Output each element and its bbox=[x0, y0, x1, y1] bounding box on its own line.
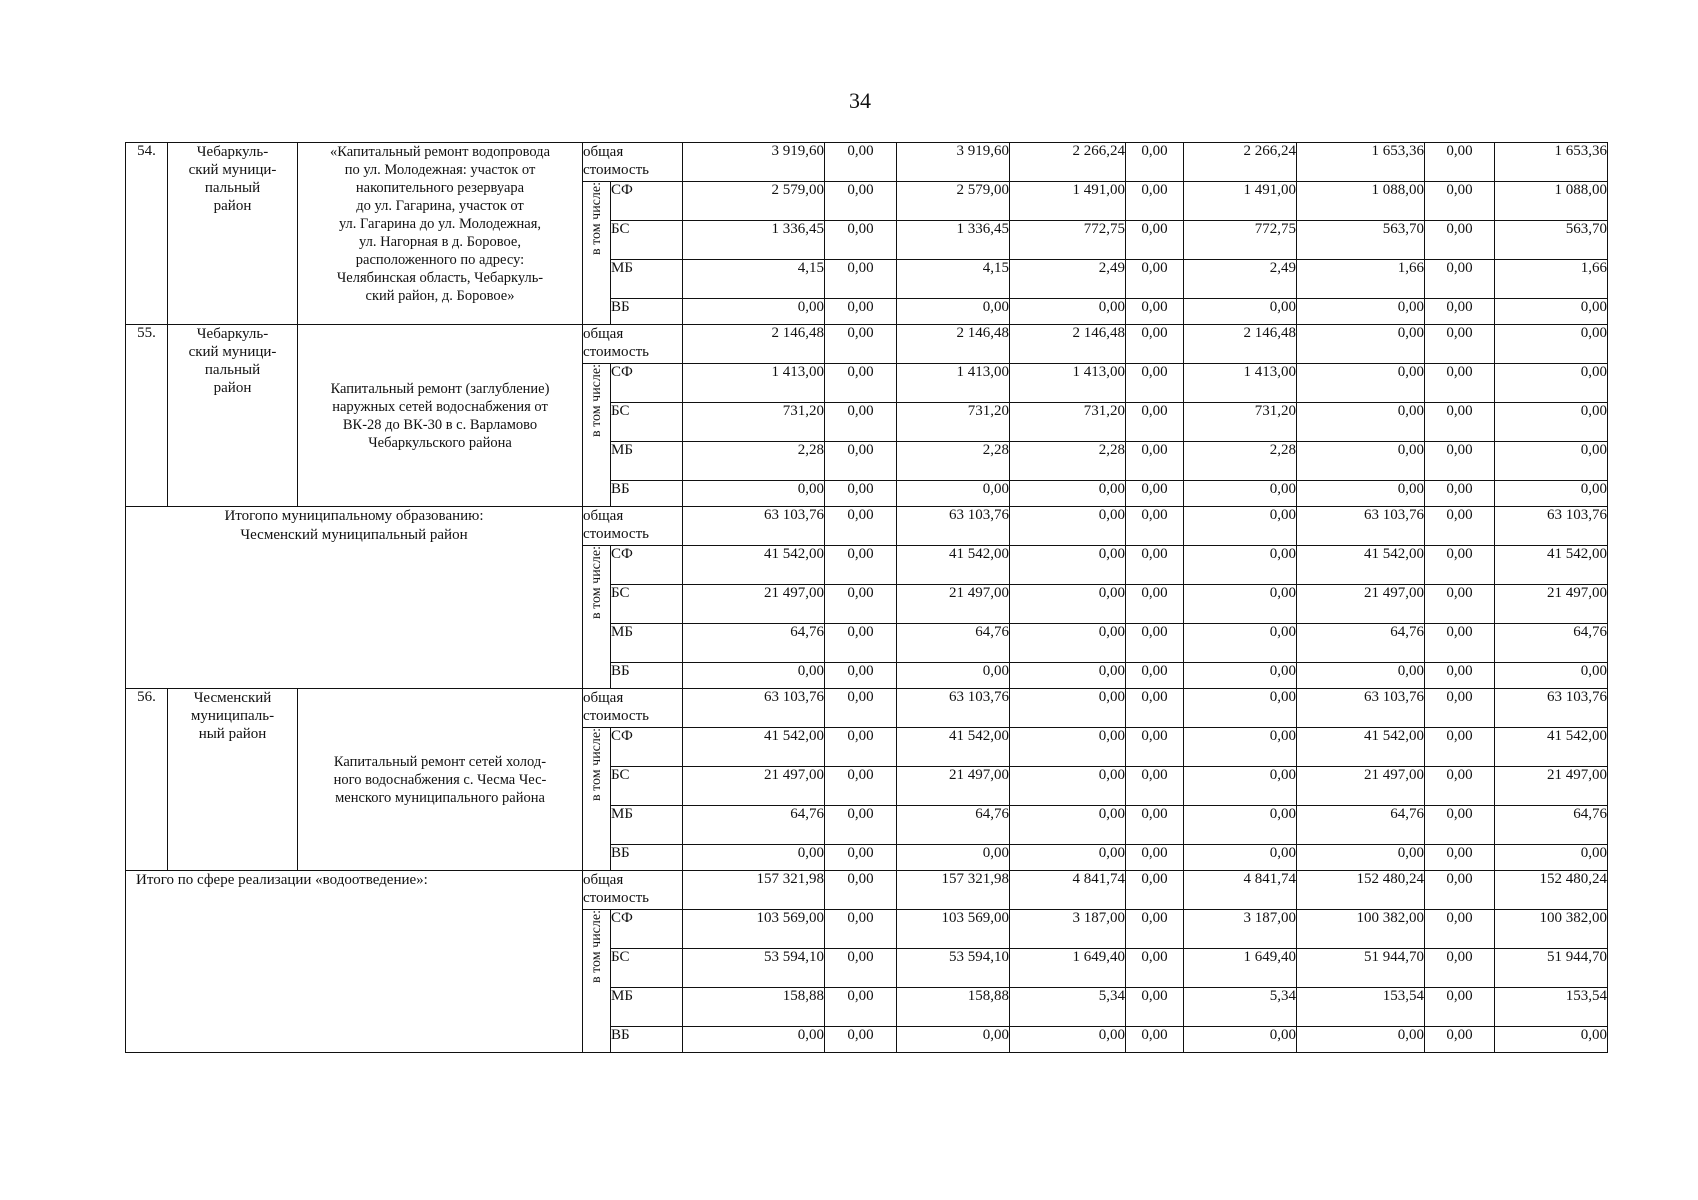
total-cost-label: общая стоимость bbox=[583, 325, 683, 364]
funding-source-label: ВБ bbox=[611, 299, 683, 325]
value-cell: 41 542,00 bbox=[1297, 728, 1425, 767]
value-cell: 21 497,00 bbox=[683, 767, 825, 806]
value-cell: 0,00 bbox=[1126, 325, 1184, 364]
value-cell: 3 919,60 bbox=[683, 143, 825, 182]
value-cell: 0,00 bbox=[1425, 871, 1495, 910]
total-cost-label: общая стоимость bbox=[583, 689, 683, 728]
value-cell: 0,00 bbox=[825, 585, 897, 624]
value-cell: 0,00 bbox=[1425, 1027, 1495, 1053]
in-that-number-label bbox=[583, 546, 611, 689]
in-that-number-text: в том числе: bbox=[588, 364, 604, 437]
value-cell: 153,54 bbox=[1495, 988, 1608, 1027]
value-cell: 563,70 bbox=[1297, 221, 1425, 260]
page-number: 34 bbox=[849, 88, 871, 113]
value-cell: 731,20 bbox=[1184, 403, 1297, 442]
funding-source-label: МБ bbox=[611, 260, 683, 299]
value-cell: 0,00 bbox=[1126, 182, 1184, 221]
value-cell: 0,00 bbox=[897, 845, 1010, 871]
value-cell: 63 103,76 bbox=[897, 689, 1010, 728]
value-cell: 63 103,76 bbox=[1297, 507, 1425, 546]
value-cell: 63 103,76 bbox=[1297, 689, 1425, 728]
value-cell: 41 542,00 bbox=[897, 546, 1010, 585]
value-cell: 0,00 bbox=[1425, 624, 1495, 663]
funding-source-label: МБ bbox=[611, 442, 683, 481]
value-cell: 21 497,00 bbox=[897, 767, 1010, 806]
value-cell: 158,88 bbox=[897, 988, 1010, 1027]
value-cell: 1 491,00 bbox=[1184, 182, 1297, 221]
value-cell: 0,00 bbox=[1425, 689, 1495, 728]
value-cell: 64,76 bbox=[1297, 624, 1425, 663]
value-cell: 731,20 bbox=[1010, 403, 1126, 442]
funding-source-label: БС bbox=[611, 949, 683, 988]
project-name: Капитальный ремонт (заглубление) наружных сетей водоснабжения от ВК-28 до ВК-30 в с. Варламово Чебаркульского района bbox=[298, 325, 583, 507]
value-cell: 0,00 bbox=[683, 299, 825, 325]
value-cell: 0,00 bbox=[1425, 442, 1495, 481]
region-name: Чебаркуль- ский муници- пальный район bbox=[168, 143, 298, 325]
value-cell: 0,00 bbox=[1010, 507, 1126, 546]
value-cell: 0,00 bbox=[1126, 767, 1184, 806]
value-cell: 64,76 bbox=[1297, 806, 1425, 845]
value-cell: 0,00 bbox=[1297, 364, 1425, 403]
funding-source-label: СФ bbox=[611, 910, 683, 949]
value-cell: 0,00 bbox=[1495, 663, 1608, 689]
value-cell: 152 480,24 bbox=[1495, 871, 1608, 910]
value-cell: 0,00 bbox=[825, 871, 897, 910]
value-cell: 0,00 bbox=[1010, 585, 1126, 624]
value-cell: 0,00 bbox=[1495, 403, 1608, 442]
value-cell: 0,00 bbox=[1010, 845, 1126, 871]
value-cell: 0,00 bbox=[897, 299, 1010, 325]
value-cell: 0,00 bbox=[1495, 364, 1608, 403]
value-cell: 2,49 bbox=[1010, 260, 1126, 299]
value-cell: 1 649,40 bbox=[1184, 949, 1297, 988]
value-cell: 2 146,48 bbox=[1010, 325, 1126, 364]
value-cell: 0,00 bbox=[1425, 481, 1495, 507]
value-cell: 63 103,76 bbox=[897, 507, 1010, 546]
value-cell: 4 841,74 bbox=[1010, 871, 1126, 910]
value-cell: 0,00 bbox=[825, 1027, 897, 1053]
value-cell: 0,00 bbox=[1126, 507, 1184, 546]
value-cell: 0,00 bbox=[825, 845, 897, 871]
value-cell: 2,28 bbox=[1184, 442, 1297, 481]
funding-source-label: СФ bbox=[611, 546, 683, 585]
value-cell: 41 542,00 bbox=[897, 728, 1010, 767]
value-cell: 0,00 bbox=[825, 988, 897, 1027]
in-that-number-label bbox=[583, 910, 611, 1053]
value-cell: 0,00 bbox=[825, 728, 897, 767]
value-cell: 21 497,00 bbox=[683, 585, 825, 624]
value-cell: 1 413,00 bbox=[1184, 364, 1297, 403]
value-cell: 63 103,76 bbox=[683, 507, 825, 546]
value-cell: 0,00 bbox=[825, 299, 897, 325]
value-cell: 0,00 bbox=[1297, 481, 1425, 507]
value-cell: 0,00 bbox=[825, 364, 897, 403]
budget-table bbox=[125, 142, 1608, 1053]
subtotal-title: Итогопо муниципальному образованию: Чесменский муниципальный район bbox=[126, 507, 583, 689]
value-cell: 21 497,00 bbox=[1495, 585, 1608, 624]
value-cell: 53 594,10 bbox=[897, 949, 1010, 988]
value-cell: 563,70 bbox=[1495, 221, 1608, 260]
value-cell: 41 542,00 bbox=[683, 728, 825, 767]
value-cell: 0,00 bbox=[825, 481, 897, 507]
value-cell: 0,00 bbox=[1126, 546, 1184, 585]
value-cell: 0,00 bbox=[1126, 260, 1184, 299]
value-cell: 103 569,00 bbox=[897, 910, 1010, 949]
value-cell: 0,00 bbox=[1184, 728, 1297, 767]
value-cell: 0,00 bbox=[1297, 403, 1425, 442]
region-name: Чесменский муниципаль- ный район bbox=[168, 689, 298, 871]
table-row-total bbox=[126, 871, 1608, 910]
value-cell: 0,00 bbox=[1297, 442, 1425, 481]
region-name: Чебаркуль- ский муници- пальный район bbox=[168, 325, 298, 507]
value-cell: 0,00 bbox=[1425, 728, 1495, 767]
value-cell: 0,00 bbox=[1425, 949, 1495, 988]
value-cell: 0,00 bbox=[1425, 364, 1495, 403]
value-cell: 731,20 bbox=[897, 403, 1010, 442]
value-cell: 0,00 bbox=[1184, 689, 1297, 728]
value-cell: 1 336,45 bbox=[897, 221, 1010, 260]
value-cell: 100 382,00 bbox=[1495, 910, 1608, 949]
total-cost-label: общая стоимость bbox=[583, 871, 683, 910]
total-cost-label: общая стоимость bbox=[583, 143, 683, 182]
value-cell: 4,15 bbox=[683, 260, 825, 299]
funding-source-label: ВБ bbox=[611, 845, 683, 871]
value-cell: 0,00 bbox=[1425, 143, 1495, 182]
value-cell: 100 382,00 bbox=[1297, 910, 1425, 949]
value-cell: 0,00 bbox=[825, 143, 897, 182]
value-cell: 2 579,00 bbox=[683, 182, 825, 221]
funding-source-label: МБ bbox=[611, 988, 683, 1027]
value-cell: 1 491,00 bbox=[1010, 182, 1126, 221]
value-cell: 3 187,00 bbox=[1184, 910, 1297, 949]
value-cell: 64,76 bbox=[897, 624, 1010, 663]
funding-source-label: БС bbox=[611, 585, 683, 624]
value-cell: 1,66 bbox=[1495, 260, 1608, 299]
value-cell: 0,00 bbox=[1425, 585, 1495, 624]
value-cell: 0,00 bbox=[1010, 1027, 1126, 1053]
value-cell: 41 542,00 bbox=[1495, 728, 1608, 767]
subtotal-title: Итого по сфере реализации «водоотведение»: bbox=[126, 871, 583, 1053]
funding-source-label: БС bbox=[611, 221, 683, 260]
value-cell: 51 944,70 bbox=[1495, 949, 1608, 988]
value-cell: 0,00 bbox=[1010, 481, 1126, 507]
value-cell: 0,00 bbox=[683, 845, 825, 871]
value-cell: 0,00 bbox=[1425, 663, 1495, 689]
value-cell: 0,00 bbox=[1425, 845, 1495, 871]
value-cell: 0,00 bbox=[1425, 260, 1495, 299]
value-cell: 0,00 bbox=[1495, 1027, 1608, 1053]
value-cell: 0,00 bbox=[1010, 624, 1126, 663]
value-cell: 157 321,98 bbox=[897, 871, 1010, 910]
value-cell: 0,00 bbox=[1126, 624, 1184, 663]
funding-source-label: БС bbox=[611, 767, 683, 806]
value-cell: 63 103,76 bbox=[683, 689, 825, 728]
value-cell: 0,00 bbox=[825, 949, 897, 988]
value-cell: 0,00 bbox=[897, 663, 1010, 689]
value-cell: 63 103,76 bbox=[1495, 689, 1608, 728]
value-cell: 2 266,24 bbox=[1184, 143, 1297, 182]
value-cell: 0,00 bbox=[1126, 689, 1184, 728]
value-cell: 0,00 bbox=[1184, 481, 1297, 507]
value-cell: 0,00 bbox=[1297, 1027, 1425, 1053]
value-cell: 0,00 bbox=[1425, 988, 1495, 1027]
value-cell: 0,00 bbox=[1126, 299, 1184, 325]
total-cost-label: общая стоимость bbox=[583, 507, 683, 546]
value-cell: 0,00 bbox=[825, 507, 897, 546]
value-cell: 158,88 bbox=[683, 988, 825, 1027]
value-cell: 0,00 bbox=[1297, 663, 1425, 689]
value-cell: 0,00 bbox=[1126, 1027, 1184, 1053]
value-cell: 0,00 bbox=[825, 182, 897, 221]
value-cell: 0,00 bbox=[1126, 221, 1184, 260]
value-cell: 64,76 bbox=[683, 806, 825, 845]
row-number: 56. bbox=[126, 689, 168, 871]
value-cell: 0,00 bbox=[825, 910, 897, 949]
value-cell: 0,00 bbox=[1010, 663, 1126, 689]
value-cell: 772,75 bbox=[1010, 221, 1126, 260]
in-that-number-text: в том числе: bbox=[588, 728, 604, 801]
in-that-number-text: в том числе: bbox=[588, 546, 604, 619]
value-cell: 0,00 bbox=[1010, 546, 1126, 585]
value-cell: 2,49 bbox=[1184, 260, 1297, 299]
value-cell: 0,00 bbox=[1425, 767, 1495, 806]
value-cell: 0,00 bbox=[683, 481, 825, 507]
row-number: 55. bbox=[126, 325, 168, 507]
value-cell: 0,00 bbox=[1184, 507, 1297, 546]
funding-source-label: ВБ bbox=[611, 1027, 683, 1053]
value-cell: 157 321,98 bbox=[683, 871, 825, 910]
value-cell: 152 480,24 bbox=[1297, 871, 1425, 910]
value-cell: 0,00 bbox=[1126, 806, 1184, 845]
value-cell: 0,00 bbox=[1184, 546, 1297, 585]
value-cell: 0,00 bbox=[825, 624, 897, 663]
value-cell: 0,00 bbox=[1297, 325, 1425, 364]
value-cell: 41 542,00 bbox=[1495, 546, 1608, 585]
value-cell: 0,00 bbox=[825, 442, 897, 481]
value-cell: 0,00 bbox=[1297, 845, 1425, 871]
value-cell: 0,00 bbox=[1126, 988, 1184, 1027]
value-cell: 1 413,00 bbox=[683, 364, 825, 403]
value-cell: 2 146,48 bbox=[683, 325, 825, 364]
value-cell: 0,00 bbox=[825, 221, 897, 260]
value-cell: 0,00 bbox=[1126, 585, 1184, 624]
value-cell: 0,00 bbox=[1184, 806, 1297, 845]
value-cell: 5,34 bbox=[1010, 988, 1126, 1027]
value-cell: 731,20 bbox=[683, 403, 825, 442]
value-cell: 0,00 bbox=[1425, 221, 1495, 260]
value-cell: 2 579,00 bbox=[897, 182, 1010, 221]
in-that-number-text: в том числе: bbox=[588, 182, 604, 255]
value-cell: 0,00 bbox=[1495, 845, 1608, 871]
value-cell: 0,00 bbox=[1297, 299, 1425, 325]
value-cell: 2 266,24 bbox=[1010, 143, 1126, 182]
value-cell: 0,00 bbox=[1184, 663, 1297, 689]
value-cell: 0,00 bbox=[1126, 143, 1184, 182]
project-name: «Капитальный ремонт водопровода по ул. Молодежная: участок от накопительного резервуара до ул. Гагарина, участок от ул. Гагарина до ул. Молодежная, ул. Нагорная в д. Боровое, расположенного по адресу: Челябинская область, Чебаркуль- ский район, д. Боровое» bbox=[298, 143, 583, 325]
value-cell: 1 649,40 bbox=[1010, 949, 1126, 988]
value-cell: 0,00 bbox=[1010, 689, 1126, 728]
value-cell: 0,00 bbox=[1184, 585, 1297, 624]
value-cell: 0,00 bbox=[1495, 442, 1608, 481]
value-cell: 0,00 bbox=[825, 767, 897, 806]
value-cell: 21 497,00 bbox=[1297, 767, 1425, 806]
value-cell: 64,76 bbox=[683, 624, 825, 663]
funding-source-label: ВБ bbox=[611, 481, 683, 507]
value-cell: 1,66 bbox=[1297, 260, 1425, 299]
value-cell: 0,00 bbox=[1126, 403, 1184, 442]
value-cell: 0,00 bbox=[1126, 364, 1184, 403]
value-cell: 0,00 bbox=[1010, 767, 1126, 806]
value-cell: 0,00 bbox=[1184, 624, 1297, 663]
value-cell: 153,54 bbox=[1297, 988, 1425, 1027]
value-cell: 3 919,60 bbox=[897, 143, 1010, 182]
value-cell: 0,00 bbox=[825, 325, 897, 364]
value-cell: 2,28 bbox=[897, 442, 1010, 481]
value-cell: 53 594,10 bbox=[683, 949, 825, 988]
value-cell: 0,00 bbox=[1126, 481, 1184, 507]
funding-source-label: СФ bbox=[611, 728, 683, 767]
value-cell: 0,00 bbox=[1184, 299, 1297, 325]
value-cell: 0,00 bbox=[1425, 910, 1495, 949]
value-cell: 0,00 bbox=[1010, 299, 1126, 325]
value-cell: 0,00 bbox=[1126, 910, 1184, 949]
value-cell: 1 088,00 bbox=[1495, 182, 1608, 221]
value-cell: 0,00 bbox=[683, 663, 825, 689]
value-cell: 0,00 bbox=[1425, 507, 1495, 546]
value-cell: 2 146,48 bbox=[1184, 325, 1297, 364]
table-row-total bbox=[126, 507, 1608, 546]
in-that-number-label bbox=[583, 364, 611, 507]
value-cell: 64,76 bbox=[1495, 806, 1608, 845]
value-cell: 41 542,00 bbox=[1297, 546, 1425, 585]
value-cell: 1 336,45 bbox=[683, 221, 825, 260]
value-cell: 0,00 bbox=[1425, 546, 1495, 585]
project-name: Капитальный ремонт сетей холод- ного водоснабжения с. Чесма Чес- менского муниципального района bbox=[298, 689, 583, 871]
value-cell: 1 413,00 bbox=[1010, 364, 1126, 403]
funding-source-label: МБ bbox=[611, 806, 683, 845]
value-cell: 0,00 bbox=[825, 546, 897, 585]
funding-source-label: БС bbox=[611, 403, 683, 442]
table-row-total bbox=[126, 325, 1608, 364]
funding-source-label: СФ bbox=[611, 364, 683, 403]
value-cell: 2 146,48 bbox=[897, 325, 1010, 364]
in-that-number-label bbox=[583, 182, 611, 325]
value-cell: 0,00 bbox=[1495, 481, 1608, 507]
value-cell: 0,00 bbox=[1184, 767, 1297, 806]
value-cell: 772,75 bbox=[1184, 221, 1297, 260]
value-cell: 0,00 bbox=[825, 403, 897, 442]
funding-source-label: ВБ bbox=[611, 663, 683, 689]
table-row-total bbox=[126, 689, 1608, 728]
value-cell: 0,00 bbox=[1126, 949, 1184, 988]
value-cell: 21 497,00 bbox=[1297, 585, 1425, 624]
value-cell: 41 542,00 bbox=[683, 546, 825, 585]
value-cell: 0,00 bbox=[897, 481, 1010, 507]
value-cell: 0,00 bbox=[825, 260, 897, 299]
value-cell: 0,00 bbox=[897, 1027, 1010, 1053]
value-cell: 0,00 bbox=[1495, 299, 1608, 325]
value-cell: 0,00 bbox=[1425, 299, 1495, 325]
value-cell: 0,00 bbox=[1495, 325, 1608, 364]
row-number: 54. bbox=[126, 143, 168, 325]
value-cell: 1 653,36 bbox=[1297, 143, 1425, 182]
value-cell: 0,00 bbox=[1126, 871, 1184, 910]
value-cell: 64,76 bbox=[897, 806, 1010, 845]
value-cell: 63 103,76 bbox=[1495, 507, 1608, 546]
value-cell: 1 088,00 bbox=[1297, 182, 1425, 221]
value-cell: 0,00 bbox=[1126, 845, 1184, 871]
value-cell: 0,00 bbox=[683, 1027, 825, 1053]
value-cell: 2,28 bbox=[1010, 442, 1126, 481]
value-cell: 4,15 bbox=[897, 260, 1010, 299]
value-cell: 0,00 bbox=[1184, 1027, 1297, 1053]
value-cell: 1 653,36 bbox=[1495, 143, 1608, 182]
value-cell: 103 569,00 bbox=[683, 910, 825, 949]
value-cell: 1 413,00 bbox=[897, 364, 1010, 403]
value-cell: 0,00 bbox=[825, 806, 897, 845]
value-cell: 0,00 bbox=[1425, 182, 1495, 221]
value-cell: 0,00 bbox=[1425, 806, 1495, 845]
value-cell: 0,00 bbox=[825, 689, 897, 728]
in-that-number-label bbox=[583, 728, 611, 871]
value-cell: 0,00 bbox=[1126, 442, 1184, 481]
value-cell: 64,76 bbox=[1495, 624, 1608, 663]
value-cell: 0,00 bbox=[825, 663, 897, 689]
value-cell: 0,00 bbox=[1126, 728, 1184, 767]
value-cell: 2,28 bbox=[683, 442, 825, 481]
value-cell: 0,00 bbox=[1126, 663, 1184, 689]
value-cell: 4 841,74 bbox=[1184, 871, 1297, 910]
value-cell: 0,00 bbox=[1010, 728, 1126, 767]
value-cell: 0,00 bbox=[1010, 806, 1126, 845]
in-that-number-text: в том числе: bbox=[588, 910, 604, 983]
funding-source-label: МБ bbox=[611, 624, 683, 663]
value-cell: 3 187,00 bbox=[1010, 910, 1126, 949]
value-cell: 0,00 bbox=[1425, 403, 1495, 442]
value-cell: 21 497,00 bbox=[1495, 767, 1608, 806]
value-cell: 5,34 bbox=[1184, 988, 1297, 1027]
table-row-total bbox=[126, 143, 1608, 182]
value-cell: 0,00 bbox=[1184, 845, 1297, 871]
funding-source-label: СФ bbox=[611, 182, 683, 221]
value-cell: 0,00 bbox=[1425, 325, 1495, 364]
value-cell: 51 944,70 bbox=[1297, 949, 1425, 988]
value-cell: 21 497,00 bbox=[897, 585, 1010, 624]
